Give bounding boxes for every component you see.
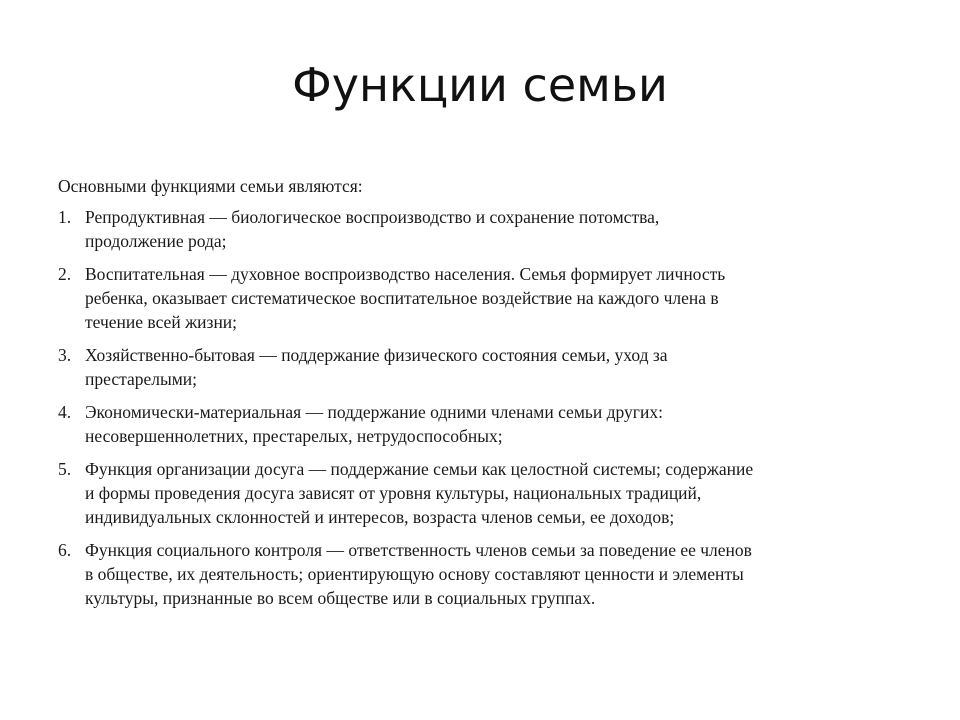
list-item xyxy=(58,457,908,529)
text-line: Репродуктивная — биологическое воспроизводство и сохранение потомства, xyxy=(85,207,660,227)
text-line: индивидуальных склонностей и интересов, возраста членов семьи, ее доходов; xyxy=(85,507,675,527)
list-item-number: 6. xyxy=(58,540,72,560)
list-item-text xyxy=(85,400,908,448)
text-line: престарелыми; xyxy=(85,369,198,389)
functions-list xyxy=(58,205,908,610)
text-line: Хозяйственно-бытовая — поддержание физического состояния семьи, уход за xyxy=(85,345,668,365)
list-item xyxy=(58,262,908,334)
text-line: и формы проведения досуга зависят от уровня культуры, национальных традиций, xyxy=(85,483,702,503)
text-line: ребенка, оказывает систематическое воспитательное воздействие на каждого члена в xyxy=(85,288,719,308)
text-line: Функция социального контроля — ответственность членов семьи за поведение ее членов xyxy=(85,540,752,560)
list-item xyxy=(58,343,908,391)
list-item-number: 5. xyxy=(58,459,72,479)
intro-text: Основными функциями семьи являются: xyxy=(58,176,363,196)
list-item-number: 2. xyxy=(58,264,72,284)
list-item-text xyxy=(85,538,908,610)
list-item-text xyxy=(85,457,908,529)
list-item-number: 4. xyxy=(58,402,72,422)
text-line: несовершеннолетних, престарелых, нетрудоспособных; xyxy=(85,426,503,446)
text-line: Воспитательная — духовное воспроизводство населения. Семья формирует личность xyxy=(85,264,726,284)
text-line: Экономически-материальная — поддержание одними членами семьи других: xyxy=(85,402,663,422)
text-line: в обществе, их деятельность; ориентирующую основу составляют ценности и элементы xyxy=(85,564,744,584)
list-item xyxy=(58,205,908,253)
list-item xyxy=(58,400,908,448)
list-item-text xyxy=(85,205,908,253)
text-line: Функция организации досуга — поддержание семьи как целостной системы; содержание xyxy=(85,459,754,479)
slide-title: Функции семьи xyxy=(292,58,668,112)
list-item-number: 1. xyxy=(58,207,72,227)
list-item-number: 3. xyxy=(58,345,72,365)
list-item xyxy=(58,538,908,610)
text-line: течение всей жизни; xyxy=(85,312,238,332)
slide-content xyxy=(58,174,908,619)
list-item-text xyxy=(85,262,908,334)
text-line: культуры, признанные во всем обществе или в социальных группах. xyxy=(85,588,596,608)
text-line: продолжение рода; xyxy=(85,231,227,251)
list-item-text xyxy=(85,343,908,391)
